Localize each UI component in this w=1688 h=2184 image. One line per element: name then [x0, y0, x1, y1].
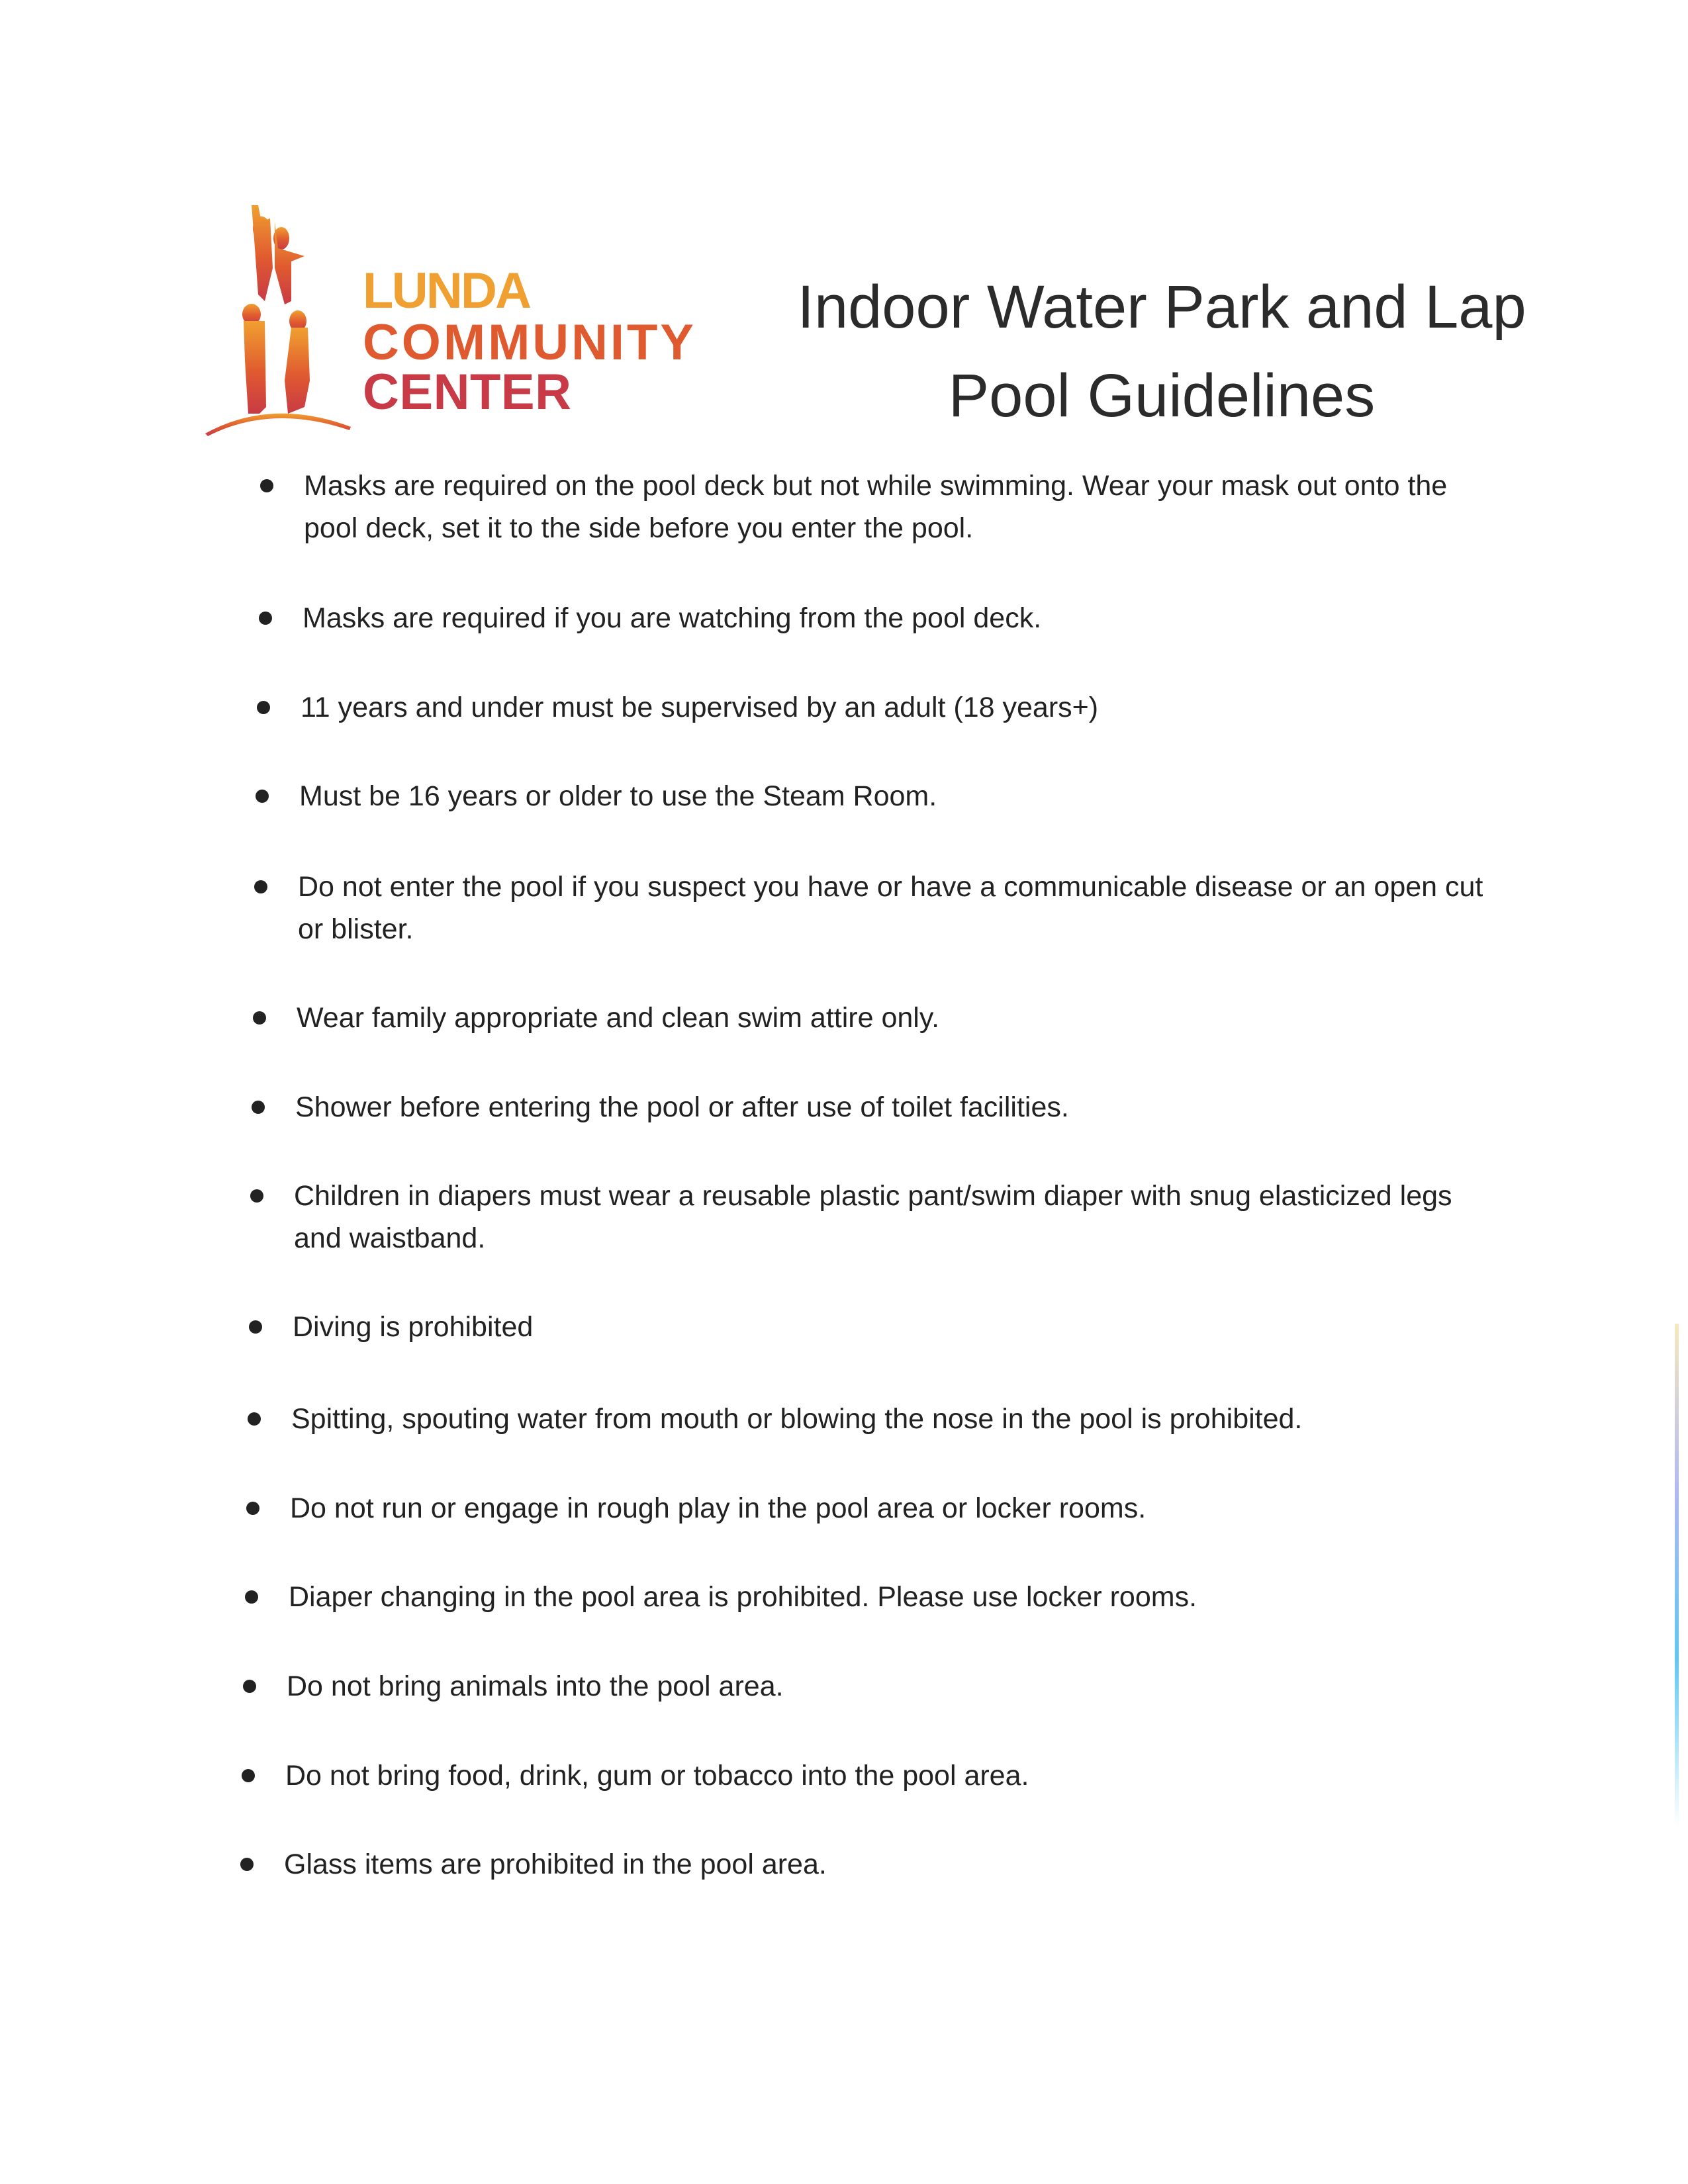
bullet-icon: [250, 1189, 263, 1203]
list-item: Do not run or engage in rough play in the pool area or locker rooms.: [290, 1487, 1495, 1529]
bullet-icon: [253, 1011, 266, 1024]
list-item: Children in diapers must wear a reusable plastic pant/swim diaper with snug elasticized legs and waistband.: [294, 1175, 1499, 1259]
bullet-icon: [259, 612, 272, 625]
logo-text-community: COMMUNITY: [363, 314, 694, 371]
bullet-icon: [254, 880, 267, 893]
list-item: Do not bring food, drink, gum or tobacco into the pool area.: [285, 1754, 1490, 1797]
list-item: Masks are required on the pool deck but not while swimming. Wear your mask out onto the pool deck, set it to the side before you enter the pool.: [304, 465, 1509, 549]
people-silhouette-icon: [205, 205, 351, 436]
list-item: Masks are required if you are watching from the pool deck.: [303, 597, 1507, 639]
list-item: Shower before entering the pool or after use of toilet facilities.: [295, 1086, 1500, 1128]
list-item: 11 years and under must be supervised by an adult (18 years+): [301, 686, 1505, 729]
logo: [199, 195, 708, 447]
bullet-icon: [246, 1502, 259, 1515]
list-item: Diving is prohibited: [293, 1306, 1497, 1348]
bullet-icon: [260, 479, 273, 492]
list-item: Glass items are prohibited in the pool area.: [284, 1843, 1489, 1886]
scan-edge-artifact: [1675, 1324, 1679, 1827]
title-line-1: Indoor Water Park and Lap: [797, 273, 1526, 341]
list-item: Wear family appropriate and clean swim attire only.: [297, 997, 1501, 1039]
bullet-icon: [249, 1320, 262, 1334]
bullet-icon: [240, 1858, 254, 1871]
title-line-2: Pool Guidelines: [948, 362, 1376, 430]
bullet-icon: [252, 1101, 265, 1114]
list-item: Diaper changing in the pool area is prohibited. Please use locker rooms.: [289, 1576, 1493, 1618]
bullet-icon: [243, 1680, 256, 1693]
list-item: Do not bring animals into the pool area.: [287, 1665, 1491, 1707]
bullet-icon: [245, 1590, 258, 1604]
list-item: Spitting, spouting water from mouth or blowing the nose in the pool is prohibited.: [291, 1398, 1496, 1440]
list-item: Do not enter the pool if you suspect you have or have a communicable disease or an open cut or blister.: [298, 866, 1503, 950]
logo-text-lunda: LUNDA: [363, 263, 532, 319]
list-item: Must be 16 years or older to use the Steam Room.: [299, 775, 1504, 817]
logo-text-center: CENTER: [363, 364, 571, 420]
bullet-icon: [242, 1769, 255, 1782]
bullet-icon: [257, 701, 270, 714]
bullet-icon: [248, 1412, 261, 1426]
bullet-icon: [256, 790, 269, 803]
